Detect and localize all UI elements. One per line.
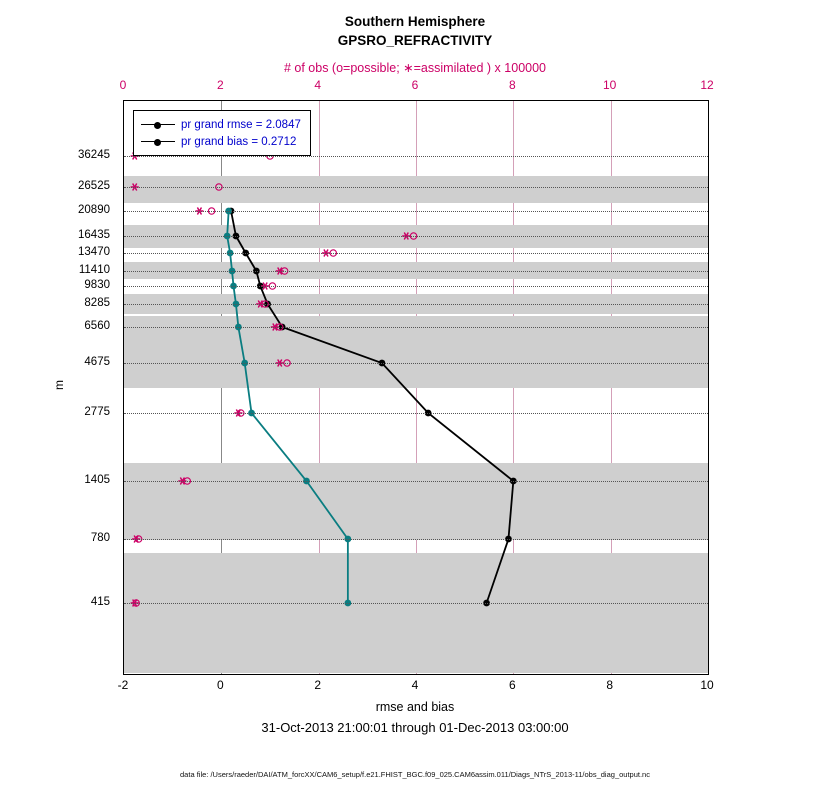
y-tick-label: 415 [90,596,110,608]
top-axis-tick-labels [119,78,714,96]
legend-item-bias [141,133,301,150]
level-gridline [124,539,708,540]
top-x-tick-label: 8 [508,78,516,92]
top-x-tick-label: 0 [119,78,127,92]
x-tick-label: 0 [216,678,224,692]
x-tick-label: 2 [314,678,321,692]
data-file-label: data file: /Users/raeder/DAI/ATM_forcXX/CAM6_setup/f.e21.FHIST_BGC.f09_025.CAM6assim.011/Diags_NTrS_2013-11/obs_diag_output.nc [180,770,650,779]
x-tick-label: 8 [606,678,613,692]
top-x-tick-label: 12 [700,78,714,92]
y-axis-title: m [52,380,66,390]
y-tick-label: 8285 [84,297,110,309]
plot-area [123,100,709,675]
y-tick-label: 6560 [84,320,110,332]
y-tick-label: 780 [90,532,110,544]
y-tick-label: 9830 [84,279,110,291]
top-x-tick-label: 6 [411,78,419,92]
chart-title-line2: GPSRO_REFRACTIVITY [337,33,493,48]
bottom-axis-tick-labels [117,678,714,698]
level-gridline [124,363,708,364]
level-gridline [124,236,708,237]
series-line-rmse [231,211,513,603]
y-tick-label: 2775 [84,406,110,418]
level-gridline [124,304,708,305]
level-gridline [124,327,708,328]
y-tick-label: 11410 [78,264,110,276]
level-gridline [124,271,708,272]
x-tick-label: -2 [117,678,129,692]
y-tick-label: 4675 [84,356,110,368]
y-tick-label: 26525 [78,180,110,192]
y-tick-label: 13470 [78,246,110,258]
legend-item-rmse [141,116,301,133]
y-tick-label: 1405 [84,474,110,486]
top-x-tick-label: 2 [216,78,224,92]
x-tick-label: 6 [508,678,516,692]
legend-label-bias: pr grand bias = 0.2712 [181,135,297,148]
level-gridline [124,211,708,212]
top-x-tick-label: 4 [314,78,321,92]
legend-label-rmse: pr grand rmse = 2.0847 [181,118,301,131]
level-gridline [124,603,708,604]
y-tick-label: 16435 [78,229,110,241]
y-tick-label: 20890 [78,204,110,216]
top-axis-title: # of obs (o=possible; ∗=assimilated ) x 100000 [283,61,546,75]
x-tick-label: 4 [411,678,419,692]
top-x-tick-label: 10 [602,78,617,92]
level-gridline [124,413,708,414]
level-gridline [124,481,708,482]
legend-line-bias [141,141,175,142]
x-tick-label: 10 [700,678,714,692]
y-tick-label: 36245 [78,149,110,161]
level-gridline [124,286,708,287]
level-gridline [124,187,708,188]
x-axis-title: rmse and bias [375,700,455,714]
level-gridline [124,156,708,157]
legend [133,110,311,156]
legend-line-rmse [141,124,175,125]
level-gridline [124,253,708,254]
chart-title-line1: Southern Hemisphere [344,14,486,29]
date-range-label: 31-Oct-2013 21:00:01 through 01-Dec-2013 03:00:00 [261,720,569,735]
